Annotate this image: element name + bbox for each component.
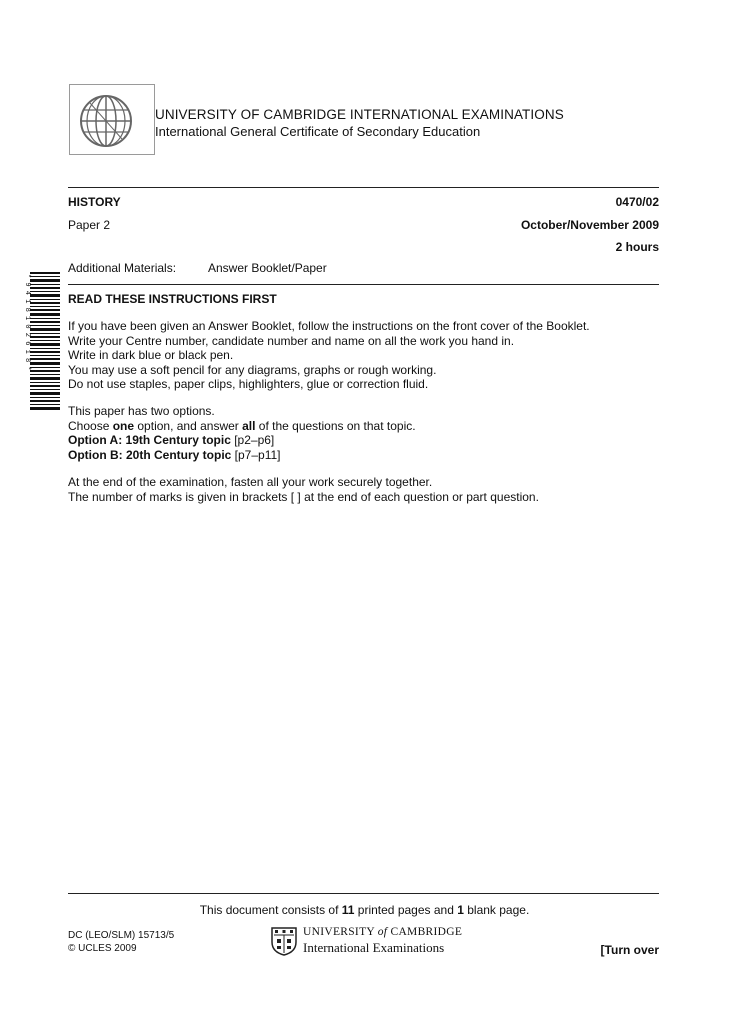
syllabus-code: 0470/02 xyxy=(615,195,659,209)
exam-session: October/November 2009 xyxy=(520,218,659,232)
subject: HISTORY xyxy=(68,195,121,209)
globe-icon xyxy=(78,93,134,149)
choose-line: Choose one option, and answer all of the questions on that topic. xyxy=(68,418,416,433)
option-a: Option A: 19th Century topic [p2–p6] xyxy=(68,433,275,448)
document-code: DC (LEO/SLM) 15713/5 xyxy=(68,930,175,941)
instruction-line: If you have been given an Answer Booklet, follow the instructions on the front cover of the Booklet. xyxy=(68,319,590,333)
paper-number: Paper 2 xyxy=(68,218,111,232)
instruction-line: You may use a soft pencil for any diagrams, graphs or rough working. xyxy=(68,362,437,377)
instructions-heading: READ THESE INSTRUCTIONS FIRST xyxy=(68,292,277,306)
cambridge-wordmark-line1: UNIVERSITY of CAMBRIDGE xyxy=(303,926,463,938)
instruction-line: Write in dark blue or black pen. xyxy=(68,348,234,363)
barcode-number: * 9 4 1 8 1 0 2 6 1 8 * xyxy=(23,274,31,371)
cambridge-crest-icon xyxy=(270,926,298,956)
instructions-general xyxy=(68,319,658,392)
instructions-end xyxy=(68,475,658,504)
divider-middle xyxy=(68,284,659,285)
cambridge-wordmark-line2: International Examinations xyxy=(303,940,445,955)
instruction-line: Do not use staples, paper clips, highlighters, glue or correction fluid. xyxy=(68,377,429,392)
page-count-note: This document consists of 11 printed pages and 1 blank page. xyxy=(199,903,530,917)
exam-duration: 2 hours xyxy=(615,240,659,254)
options-intro: This paper has two options. xyxy=(68,404,215,418)
end-instruction-line: At the end of the examination, fasten all your work securely together. xyxy=(68,475,433,489)
divider-top xyxy=(68,187,659,188)
turn-over-label: [Turn over xyxy=(600,943,659,957)
materials-label: Additional Materials: xyxy=(68,261,177,275)
end-instruction-line: The number of marks is given in brackets [ ] at the end of each question or part question. xyxy=(68,489,539,504)
qualification-title: International General Certificate of Secondary Education xyxy=(155,124,481,139)
instructions-options xyxy=(68,404,658,462)
copyright: © UCLES 2009 xyxy=(68,943,137,954)
barcode xyxy=(20,272,60,412)
exam-board-title: UNIVERSITY OF CAMBRIDGE INTERNATIONAL EXAMINATIONS xyxy=(155,107,564,122)
divider-footer xyxy=(68,893,659,894)
option-b: Option B: 20th Century topic [p7–p11] xyxy=(68,447,281,462)
materials-value: Answer Booklet/Paper xyxy=(208,261,327,275)
instruction-line: Write your Centre number, candidate number and name on all the work you hand in. xyxy=(68,333,515,348)
